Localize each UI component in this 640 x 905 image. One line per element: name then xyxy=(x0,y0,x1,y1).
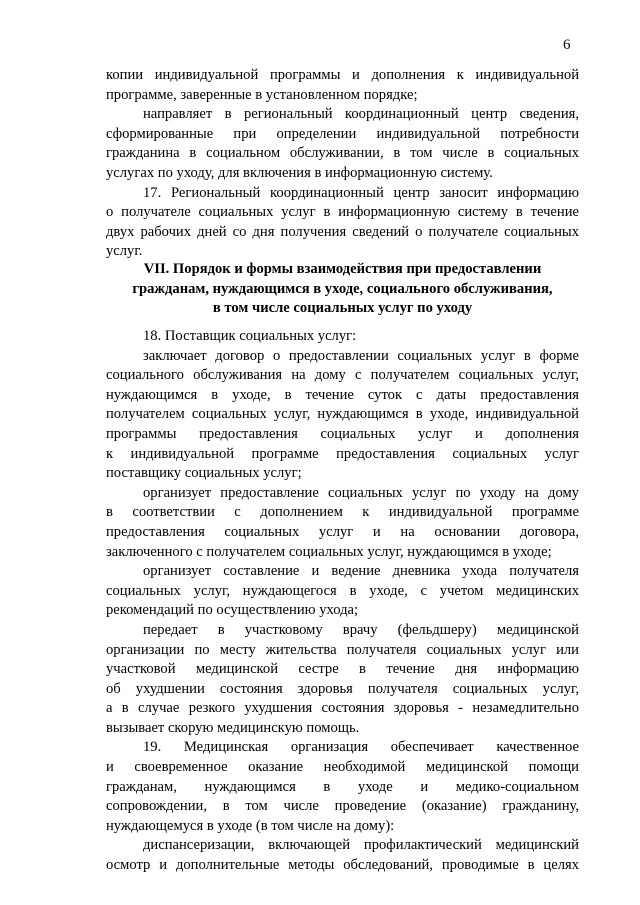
text-line: к индивидуальной программе предоставления социальных услуг xyxy=(106,445,579,462)
text-line: гражданам, нуждающимся в уходе и медико-социальном xyxy=(106,778,579,795)
text-line: вызывает скорую медицинскую помощь. xyxy=(106,719,360,736)
text-line: программы предоставления социальных услуг и дополнения xyxy=(106,425,579,442)
text-line: 18. Поставщик социальных услуг: xyxy=(143,328,357,344)
section-heading xyxy=(106,260,579,319)
text-line: гражданина в социальном обслуживании, в том числе в социальных xyxy=(106,145,579,162)
text-line: сопровождении, в том числе проведение (оказание) гражданину, xyxy=(106,798,579,815)
text-block-section-vii xyxy=(106,327,579,876)
text-line: поставщику социальных услуг; xyxy=(106,465,302,482)
text-line: нуждающимся в уходе, в течение суток с даты предоставления xyxy=(106,386,579,403)
heading-line: в том числе социальных услуг по уходу xyxy=(212,300,473,317)
text-line: услугах по уходу, для включения в информационную систему. xyxy=(106,164,493,181)
text-line: осмотр и дополнительные методы обследований, проводимые в целях xyxy=(106,857,579,874)
text-line: копии индивидуальной программы и дополнения к индивидуальной xyxy=(106,67,579,83)
heading-line: гражданам, нуждающимся в уходе, социального обслуживания, xyxy=(132,280,553,297)
text-line: предоставления социальных услуг и на основании договора, xyxy=(106,523,579,540)
text-block-procedure-continuation xyxy=(106,66,579,262)
text-line: о получателе социальных услуг в информационную систему в течение xyxy=(106,204,579,221)
text-line: и своевременное оказание необходимой медицинской помощи xyxy=(106,759,579,776)
heading-line: VII. Порядок и формы взаимодействия при предоставлении xyxy=(143,261,542,277)
text-line: диспансеризации, включающей профилактический медицинский xyxy=(143,837,579,854)
text-line: нуждающемуся в уходе (в том числе на дому): xyxy=(106,817,395,834)
text-line: участковой медицинской сестре в течение дня информацию xyxy=(106,661,579,678)
page-number: 6 xyxy=(563,37,571,53)
text-line: получателем социальных услуг, нуждающимся в уходе, индивидуальной xyxy=(106,406,579,423)
text-line: заключенного с получателем социальных услуг, нуждающимся в уходе; xyxy=(106,543,552,560)
text-line: заключает договор о предоставлении социальных услуг в форме xyxy=(143,347,579,364)
text-line: рекомендаций по осуществлению ухода; xyxy=(106,602,359,619)
text-line: программе, заверенные в установленном порядке; xyxy=(106,86,418,103)
text-line: социального обслуживания на дому с получателем социальных услуг, xyxy=(106,367,579,384)
text-line: социальных услуг, нуждающегося в уходе, с учетом медицинских xyxy=(106,582,579,599)
text-line: сформированные при определении индивидуальной потребности xyxy=(106,125,579,142)
text-line: 17. Региональный координационный центр заносит информацию xyxy=(143,184,579,201)
text-line: передает в участковому врачу (фельдшеру) медицинской xyxy=(143,621,579,638)
text-line: 19. Медицинская организация обеспечивает качественное xyxy=(143,739,579,756)
text-line: услуг. xyxy=(106,243,143,260)
text-line: направляет в региональный координационный центр сведения, xyxy=(143,106,579,123)
text-line: об ухудшении состояния здоровья получателя социальных услуг, xyxy=(106,680,579,697)
text-line: организации по месту жительства получателя социальных услуг или xyxy=(106,641,579,658)
text-line: организует предоставление социальных услуг по уходу на дому xyxy=(143,484,579,501)
text-line: в соответствии с дополнением к индивидуальной программе xyxy=(106,504,579,521)
text-line: организует составление и ведение дневника ухода получателя xyxy=(143,563,579,580)
text-line: а в случае резкого ухудшения состояния здоровья - незамедлительно xyxy=(106,700,579,717)
text-line: двух рабочих дней со дня получения сведений о получателе социальных xyxy=(106,223,579,240)
